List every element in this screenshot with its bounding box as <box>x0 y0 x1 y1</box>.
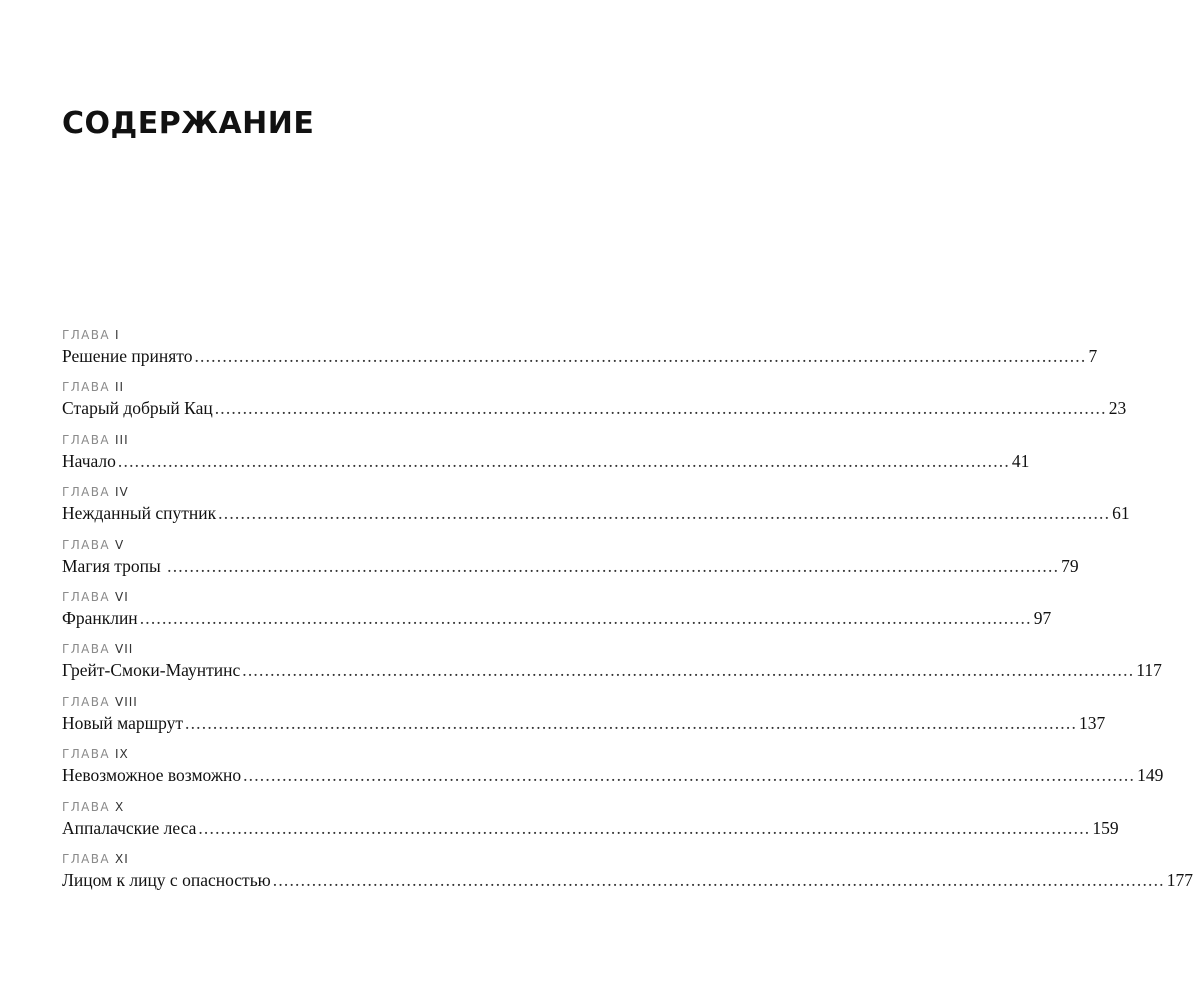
chapter-title: Решение принято <box>62 346 193 366</box>
chapter-word: ГЛАВА <box>62 328 110 342</box>
chapter-label <box>62 379 124 395</box>
chapter-title: Грейт-Смоки-Маунтинс <box>62 660 241 681</box>
dot-leader: ................................................................................................................................................................ <box>139 607 1032 628</box>
dot-leader: ................................................................................................................................................................ <box>272 869 1165 890</box>
page-number: 61 <box>1112 503 1130 524</box>
dot-leader: ................................................................................................................................................................ <box>194 346 1087 366</box>
dot-leader: ................................................................................................................................................................ <box>167 555 1060 576</box>
toc-line <box>62 554 1079 578</box>
chapter-number: X <box>115 799 125 814</box>
chapter-word: ГЛАВА <box>62 694 110 709</box>
chapter-label <box>62 799 124 815</box>
dot-leader: ................................................................................................................................................................ <box>243 765 1136 786</box>
toc-line <box>62 396 1127 420</box>
page-number: 117 <box>1136 660 1162 681</box>
chapter-number: IV <box>115 485 129 500</box>
toc-entry[interactable] <box>62 639 1162 691</box>
chapter-number: V <box>115 537 125 552</box>
chapter-label <box>62 484 129 500</box>
toc-line <box>62 449 1030 473</box>
chapter-number: II <box>115 380 125 395</box>
chapter-label <box>62 851 129 867</box>
dot-leader: ................................................................................................................................................................ <box>117 450 1010 471</box>
dot-leader: ................................................................................................................................................................ <box>198 817 1091 838</box>
toc-line <box>62 763 1164 787</box>
dot-leader: ................................................................................................................................................................ <box>218 503 1111 524</box>
page-number: 41 <box>1011 450 1030 471</box>
chapter-number: XI <box>115 851 129 866</box>
chapter-number: VI <box>115 589 129 604</box>
toc-entry[interactable] <box>62 797 1119 849</box>
page-number: 23 <box>1108 398 1127 419</box>
chapter-label <box>62 589 129 605</box>
chapter-label <box>62 432 129 448</box>
chapter-label <box>62 537 124 553</box>
chapter-label <box>62 746 129 762</box>
toc-entry[interactable] <box>62 325 1098 377</box>
chapter-title: Лицом к лицу с опасностью <box>62 869 271 890</box>
chapter-title: Новый маршрут <box>62 712 184 733</box>
dot-leader: ................................................................................................................................................................ <box>185 712 1078 733</box>
chapter-word: ГЛАВА <box>62 537 110 552</box>
toc-entry[interactable] <box>62 692 1106 744</box>
chapter-label <box>62 694 138 710</box>
chapter-word: ГЛАВА <box>62 747 110 762</box>
chapter-number: VIII <box>115 694 138 709</box>
chapter-word: ГЛАВА <box>62 851 110 866</box>
toc-line <box>62 344 1098 368</box>
chapter-title: Невозможное возможно <box>62 765 242 786</box>
toc-entry[interactable] <box>62 377 1127 429</box>
page-number: 177 <box>1166 869 1193 890</box>
toc-line <box>62 816 1119 840</box>
chapter-number: IX <box>115 747 129 762</box>
toc-entry[interactable] <box>62 482 1130 534</box>
chapter-title: Начало <box>62 450 116 471</box>
chapter-title: Нежданный спутник <box>62 503 217 524</box>
toc-entry[interactable] <box>62 430 1030 482</box>
chapter-word: ГЛАВА <box>62 799 110 814</box>
chapter-title: Аппалачские леса <box>62 817 197 838</box>
chapter-number: III <box>115 432 129 447</box>
chapter-word: ГЛАВА <box>62 589 110 604</box>
toc-entry[interactable] <box>62 744 1164 796</box>
chapter-word: ГЛАВА <box>62 642 110 657</box>
chapter-title: Франклин <box>62 607 138 628</box>
page-number: 7 <box>1088 346 1098 366</box>
toc-line <box>62 711 1106 735</box>
chapter-title: Старый добрый Кац <box>62 398 213 419</box>
toc-line <box>62 868 1193 892</box>
chapter-number: VII <box>115 642 134 657</box>
page-title: СОДЕРЖАНИЕ <box>62 106 315 141</box>
dot-leader: ................................................................................................................................................................ <box>242 660 1135 681</box>
page-number: 79 <box>1061 555 1079 576</box>
toc-entry[interactable] <box>62 535 1079 587</box>
chapter-label <box>62 327 120 343</box>
toc-line <box>62 501 1130 525</box>
page-number: 137 <box>1079 712 1106 733</box>
page-number: 149 <box>1137 765 1164 786</box>
toc-line <box>62 606 1052 630</box>
chapter-word: ГЛАВА <box>62 485 110 500</box>
chapter-number: I <box>115 328 120 342</box>
page-number: 159 <box>1092 817 1119 838</box>
toc-entry[interactable] <box>62 849 1193 901</box>
toc-entry[interactable] <box>62 587 1052 639</box>
chapter-word: ГЛАВА <box>62 380 110 395</box>
chapter-title: Магия тропы <box>62 555 166 576</box>
toc-line <box>62 658 1162 682</box>
chapter-word: ГЛАВА <box>62 432 110 447</box>
dot-leader: ................................................................................................................................................................ <box>214 398 1107 419</box>
chapter-label <box>62 641 133 657</box>
page-number: 97 <box>1033 607 1052 628</box>
table-of-contents <box>62 325 1193 901</box>
